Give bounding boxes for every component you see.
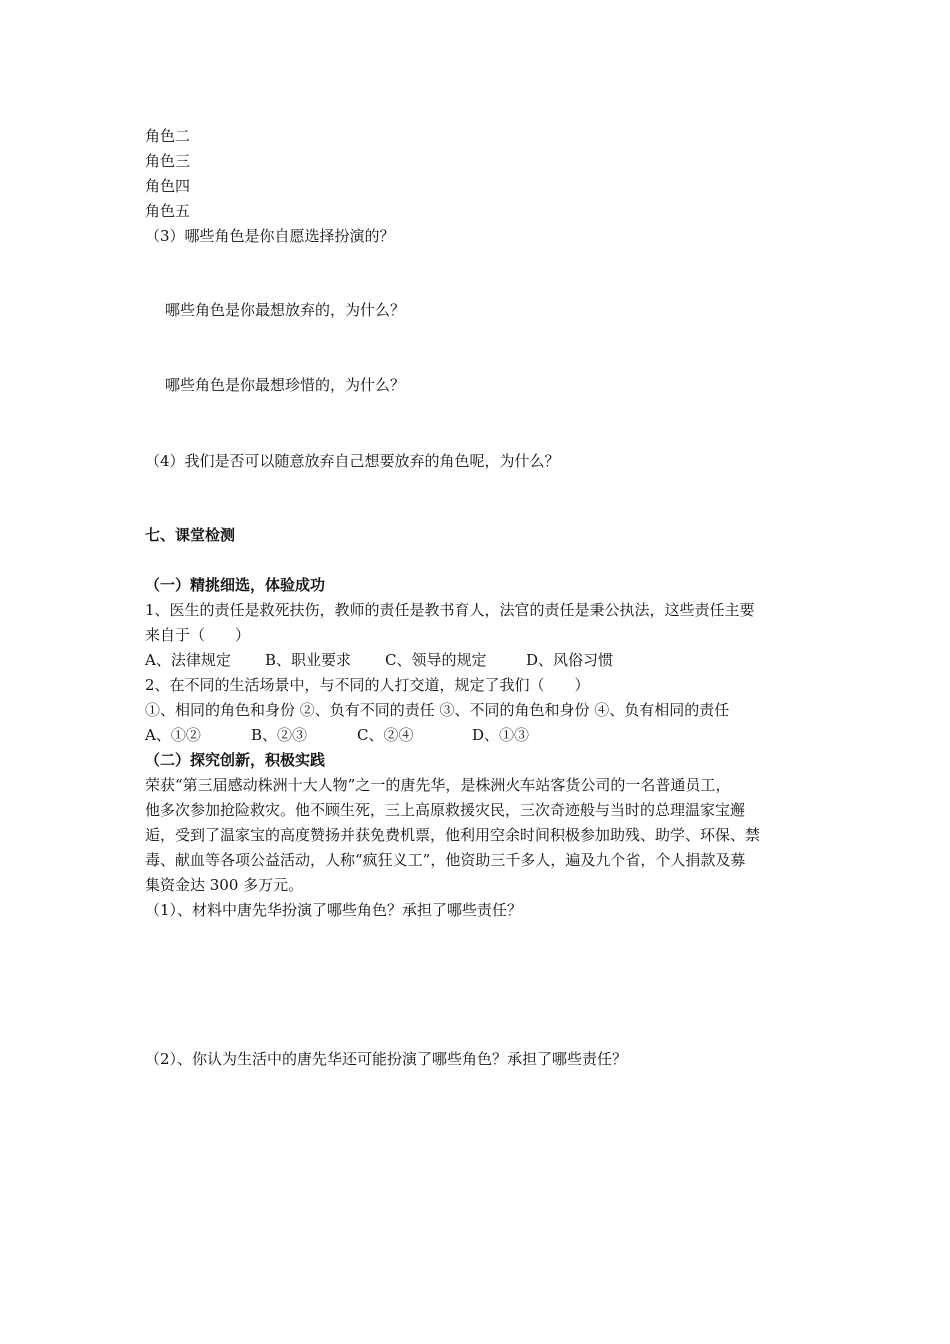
question-3-give-up: 哪些角色是你最想放弃的，为什么？ xyxy=(165,301,406,319)
part-1-title: （一）精挑细选，体验成功 xyxy=(145,576,326,594)
option-d: D、风俗习惯 xyxy=(526,651,614,669)
option-b: B、职业要求 xyxy=(265,651,352,669)
role-three: 角色三 xyxy=(145,152,191,170)
mc-question-2-options xyxy=(145,723,529,748)
option-d: D、①③ xyxy=(472,726,530,744)
question-3-voluntary: （3）哪些角色是你自愿选择扮演的？ xyxy=(145,227,395,245)
role-four: 角色四 xyxy=(145,177,191,195)
material-line: 荣获“第三届感动株洲十大人物”之一的唐先华，是株洲火车站客货公司的一名普通员工， xyxy=(145,776,731,794)
option-b: B、②③ xyxy=(251,726,308,744)
mc-question-1-options xyxy=(145,648,613,673)
mc-question-2-items: ①、相同的角色和身份 ②、负有不同的责任 ③、不同的角色和身份 ④、负有相同的责任 xyxy=(145,701,730,719)
material-line: 他多次参加抢险救灾。他不顾生死，三上高原救援灾民，三次奇迹般与当时的总理温家宝邂 xyxy=(145,801,746,819)
material-line: 毒、献血等各项公益活动，人称“疯狂义工”，他资助三千多人，遍及九个省，个人捐款及募 xyxy=(145,851,746,869)
mc-question-2-line1: 2、在不同的生活场景中，与不同的人打交道，规定了我们（ ） xyxy=(145,676,590,694)
question-3-cherish: 哪些角色是你最想珍惜的，为什么？ xyxy=(165,376,406,394)
option-a: A、①② xyxy=(145,726,201,744)
mc-question-1-line1: 1、医生的责任是救死扶伤，教师的责任是教书育人，法官的责任是秉公执法，这些责任主要 xyxy=(145,601,755,619)
option-c: C、②④ xyxy=(357,726,414,744)
mc-question-1-line2: 来自于（ ） xyxy=(145,626,251,644)
option-c: C、领导的规定 xyxy=(385,651,487,669)
material-line: 集资金达 300 多万元。 xyxy=(145,876,304,894)
part-2-title: （二）探究创新，积极实践 xyxy=(145,751,326,769)
role-two: 角色二 xyxy=(145,127,191,145)
sub-question-1: （1）、材料中唐先华扮演了哪些角色？承担了哪些责任？ xyxy=(145,901,523,919)
option-a: A、法律规定 xyxy=(145,651,231,669)
section-7-title: 七、课堂检测 xyxy=(145,526,236,544)
material-line: 逅，受到了温家宝的高度赞扬并获免费机票，他利用空余时间积极参加助残、助学、环保、禁 xyxy=(145,826,761,844)
sub-question-2: （2）、你认为生活中的唐先华还可能扮演了哪些角色？承担了哪些责任？ xyxy=(145,1050,628,1068)
role-five: 角色五 xyxy=(145,202,191,220)
question-4: （4）我们是否可以随意放弃自己想要放弃的角色呢，为什么？ xyxy=(145,452,560,470)
